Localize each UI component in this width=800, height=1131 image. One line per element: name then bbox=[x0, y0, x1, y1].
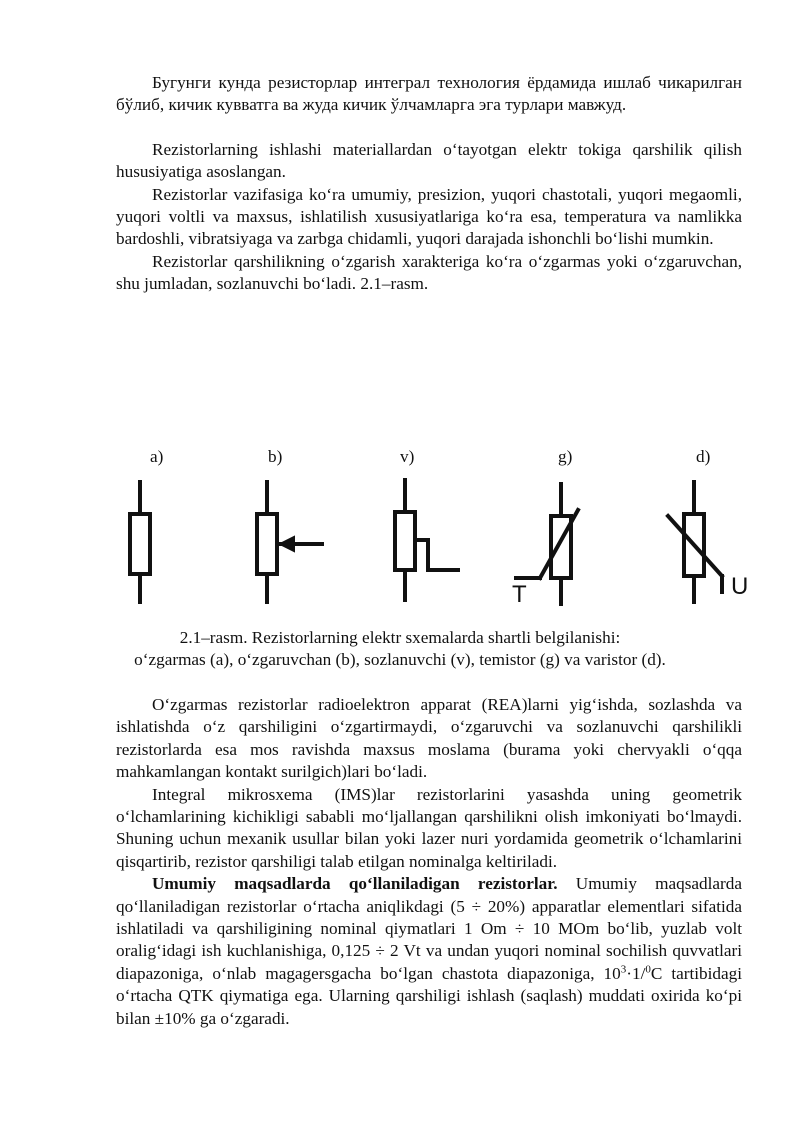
varistor-symbol bbox=[668, 482, 722, 602]
trimmer-resistor-symbol bbox=[395, 480, 458, 600]
resistor-symbols bbox=[0, 470, 800, 620]
variable-resistor-symbol bbox=[257, 482, 322, 602]
paragraph-purpose: Rezistorlar vazifasiga koʻra umumiy, presizion, yuqori chastotali, yuqori megaomli, yuqori voltli va maxsus, ishlatilish xususiyatlariga koʻra esa, temperatura va namlikka bardoshli, vibratsiyaga va zarbga chidamli, yuqori darajada ishonchli boʻlishi mumkin. bbox=[116, 184, 742, 249]
figure-caption bbox=[0, 627, 800, 671]
paragraph-general-purpose bbox=[116, 873, 742, 1030]
figure-label-d: d) bbox=[696, 447, 711, 466]
resistor-figure bbox=[0, 430, 800, 620]
paragraph-cyrillic: Бугунги кунда резисторлар интеграл технология ёрдамида ишлаб чикарилган бўлиб, кичик кувватга ва жуда кичик ўлчамларга эга турлари мавжуд. bbox=[116, 73, 742, 115]
unit-mid: ·1/ bbox=[626, 963, 646, 983]
exponent-3: 3 bbox=[620, 963, 627, 976]
figure-label-g: g) bbox=[558, 447, 573, 466]
figure-label-b: b) bbox=[268, 447, 283, 466]
paragraph-fixed-resistors: Oʻzgarmas rezistorlar radioelektron apparat (REA)larni yigʻishda, sozlashda va ishlatishda oʻz qarshiligini oʻzgartirmaydi, oʻzgaruvchi va sozlanuvchi qarshilikli rezistorlarda esa mos ravishda maxsus moslama (burama yoki chervyakli oʻqqa mahkamlangan kontakt surilgich)lari boʻladi. bbox=[116, 695, 742, 782]
paragraph-working-principle: Rezistorlarning ishlashi materiallardan oʻtayotgan elektr tokiga qarshilik qilish hususiyatiga asoslangan. bbox=[116, 139, 742, 182]
varistor-u-label: U bbox=[731, 573, 749, 600]
general-purpose-heading: Umumiy maqsadlarda qoʻllaniladigan rezistorlar. bbox=[152, 874, 558, 894]
top-text bbox=[116, 72, 742, 296]
caption-line-2: oʻzgarmas (a), oʻzgaruvchan (b), sozlanuvchi (v), temistor (g) va varistor (d). bbox=[134, 650, 666, 669]
paragraph-ims: Integral mikrosxema (IMS)lar rezistorlarini yasashda uning geometrik oʻlchamlarining kichikligi sababli moʻljallangan qarshilikni olish imkoniyati boʻlmaydi. Shuning uchun mexanik usullar bilan yoki lazer nuri yordamida geometrik oʻlchamlarini qisqartirib, rezistor qarshiligi talab etilgan nominalga keltiriladi. bbox=[116, 784, 742, 871]
degree-sign: 0 bbox=[645, 963, 651, 976]
figure-label-a: a) bbox=[150, 447, 164, 466]
thermistor-t-label: T bbox=[512, 581, 527, 608]
general-purpose-text: Umumiy maqsadlarda qoʻllaniladigan rezistorlar oʻrtacha aniqlikdagi (5 ÷ 20%) apparatlar elementlari sifatida ishlatiladi va qarshiligining nominal qiymatlari 1 Om ÷ 10 MOm boʻlib, yuzlab volt oraligʻidagi ish kuchlanishiga, 0,125 ÷ 2 Vt va undan yuqori nominal sochilish quvvatlari diapazoniga, oʻnlab magagersgacha boʻlgan chastota diapazoniga, 10 bbox=[116, 874, 742, 983]
general-purpose-text-end: C tartibidagi oʻrtacha QTK qiymatiga ega. Ularning qarshiligi ishlash (saqlash) muddati oxirida koʻpi bilan ±10% ga oʻzgaradi. bbox=[116, 963, 742, 1028]
paragraph-types: Rezistorlar qarshilikning oʻzgarish xarakteriga koʻra oʻzgarmas yoki oʻzgaruvchan, shu jumladan, sozlanuvchi boʻladi. 2.1–rasm. bbox=[116, 251, 742, 294]
figure-label-v: v) bbox=[400, 447, 415, 466]
bottom-text bbox=[116, 694, 742, 1030]
fixed-resistor-symbol bbox=[130, 482, 150, 602]
caption-line-1: 2.1–rasm. Rezistorlarning elektr sxemalarda shartli belgilanishi: bbox=[179, 628, 621, 647]
